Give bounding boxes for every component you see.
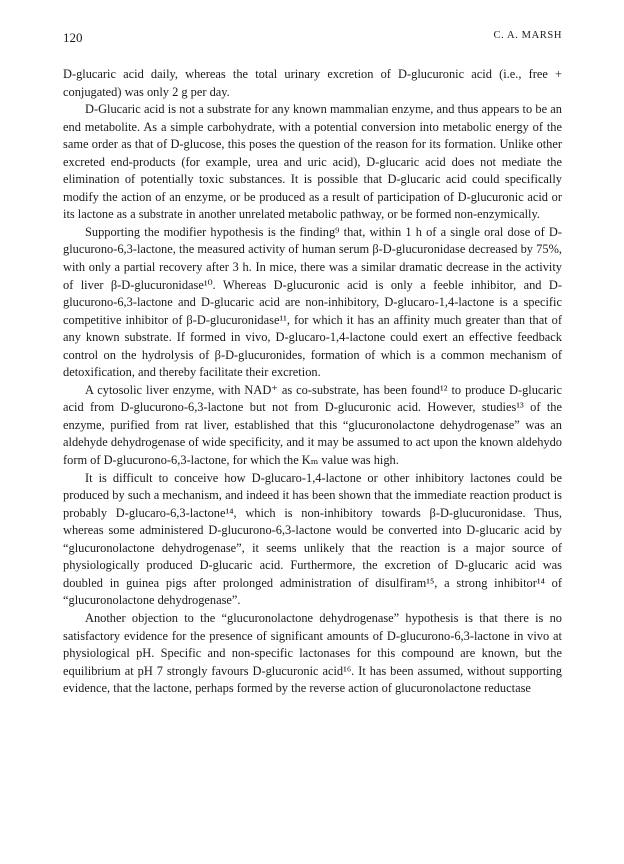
running-head: C. A. MARSH	[493, 30, 562, 41]
body-text	[63, 66, 562, 698]
page-header	[63, 30, 562, 48]
paragraph: A cytosolic liver enzyme, with NAD⁺ as co-substrate, has been found¹² to produce D-glucaric acid from D-glucurono-6,3-lactone but not from D-glucuronic acid. However, studies¹³ of the enzyme, purified from rat liver, established that this “glucuronolactone dehydrogenase” was an aldehyde dehydrogenase of wide specificity, and it may be assumed to act upon the known aldehydo form of D-glucurono-6,3-lactone, for which the Kₘ value was high.	[63, 382, 562, 468]
paragraph: D-glucaric acid daily, whereas the total urinary excretion of D-glucuronic acid (i.e., free + conjugated) was only 2 g per day.	[63, 67, 562, 99]
paragraph: Another objection to the “glucuronolactone dehydrogenase” hypothesis is that there is no satisfactory evidence for the presence of significant amounts of D-glucurono-6,3-lactone in vivo at physiological pH. Specific and non-specific lactonases for this compound are known, but the equilibrium at pH 7 strongly favours D-glucuronic acid¹⁶. It has been assumed, without supporting evidence, that the lactone, perhaps formed by the reverse action of glucuronolactone reductase	[63, 610, 562, 696]
paragraph: It is difficult to conceive how D-glucaro-1,4-lactone or other inhibitory lactones could be produced by such a mechanism, and indeed it has been shown that the immediate reaction product is probably D-glucaro-6,3-lactone¹⁴, which is non-inhibitory towards β-D-glucuronidase. Thus, whereas some administered D-glucurono-6,3-lactone would be converted into D-glucaric acid by “glucuronolactone dehydrogenase”, it seems unlikely that the reaction is a major source of physiologically produced D-glucaric acid. Furthermore, the excretion of D-glucaric acid was doubled in guinea pigs after prolonged administration of disulfiram¹⁵, a strong inhibitor¹⁴ of “glucuronolactone dehydrogenase”.	[63, 470, 562, 608]
page-number: 120	[63, 30, 83, 45]
paragraph: Supporting the modifier hypothesis is the finding⁹ that, within 1 h of a single oral dose of D-glucurono-6,3-lactone, the measured activity of human serum β-D-glucuronidase decreased by 75%, with only a partial recovery after 3 h. In mice, there was a similar dramatic decrease in the activity of liver β-D-glucuronidase¹⁰. Whereas D-glucuronic acid is only a feeble inhibitor, and D-glucurono-6,3-lactone and D-glucaric acid are non-inhibitory, D-glucaro-1,4-lactone is a specific competitive inhibitor of β-D-glucuronidase¹¹, for which it has an affinity much greater than that of any known substrate. If formed in vivo, D-glucaro-1,4-lactone could exert an effective feedback control on the hydrolysis of β-D-glucuronides, formation of which is a common mechanism of detoxification, and thereby facilitate their excretion.	[63, 224, 562, 380]
paragraph: D-Glucaric acid is not a substrate for any known mammalian enzyme, and thus appears to be an end metabolite. As a simple carbohydrate, with a potential conversion into metabolic energy of the same order as that of D-glucose, this poses the question of the reason for its formation. Unlike other excreted end-products (for example, urea and uric acid), D-glucaric acid does not mediate the elimination of potentially toxic substances. It is possible that D-glucaric acid could specifically modify the action of an enzyme, or be produced as a result of participation of D-glucuronic acid or its lactone as a substrate in another unrelated metabolic pathway, or be formed non-enzymically.	[63, 102, 562, 222]
